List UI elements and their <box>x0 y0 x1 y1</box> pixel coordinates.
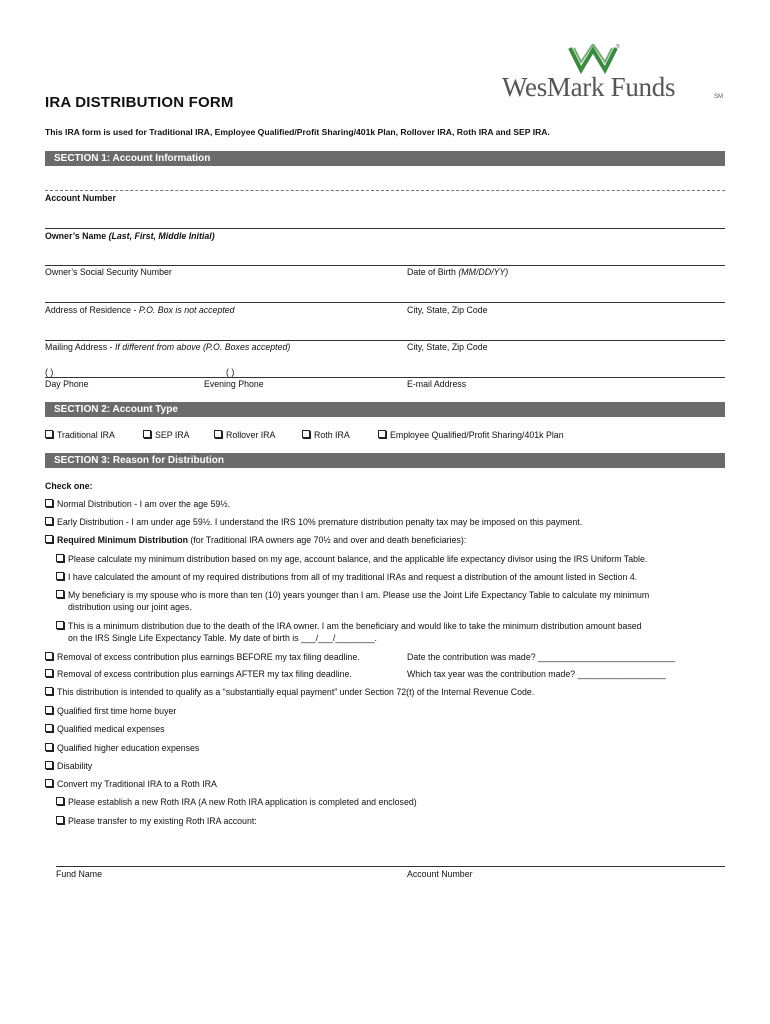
mailing-city-state-zip-label: City, State, Zip Code <box>407 342 488 352</box>
section-1-header: SECTION 1: Account Information <box>45 151 725 166</box>
checkbox[interactable] <box>56 621 64 629</box>
form-title: IRA DISTRIBUTION FORM <box>45 94 234 111</box>
rmd-option-death-of-owner-cont: on the IRS Single Life Expectancy Table. My date of birth is ___/___/________. <box>68 633 377 643</box>
wesmark-logo <box>500 44 730 104</box>
fund-account-line[interactable] <box>56 866 725 867</box>
reason-first-time-home-buyer[interactable]: Qualified first time home buyer <box>45 706 176 716</box>
checkbox[interactable] <box>214 430 222 438</box>
checkbox[interactable] <box>143 430 151 438</box>
email-label: E-mail Address <box>407 379 467 389</box>
check-one-label: Check one: <box>45 481 93 491</box>
fund-name-label: Fund Name <box>56 869 102 879</box>
owner-name-label: Owner’s Name (Last, First, Middle Initial) <box>45 231 215 241</box>
checkbox[interactable] <box>45 779 53 787</box>
checkbox[interactable] <box>45 517 53 525</box>
account-type-traditional[interactable]: Traditional IRA <box>45 430 115 440</box>
account-number-label: Account Number <box>45 193 116 203</box>
account-type-employee-qualified[interactable]: Employee Qualified/Profit Sharing/401k Plan <box>378 430 564 440</box>
checkbox[interactable] <box>45 724 53 732</box>
checkbox[interactable] <box>45 687 53 695</box>
reason-required-minimum-distribution[interactable]: Required Minimum Distribution (for Traditional IRA owners age 70½ and over and death beneficiaries): <box>45 535 466 545</box>
checkbox[interactable] <box>56 554 64 562</box>
checkbox[interactable] <box>45 499 53 507</box>
rmd-option-calculate[interactable]: Please calculate my minimum distribution based on my age, account balance, and the applicable life expectancy divisor using the IRS Uniform Table. <box>56 554 647 564</box>
evening-phone-area-code: ( ) <box>226 367 235 377</box>
checkbox[interactable] <box>45 652 53 660</box>
checkbox[interactable] <box>45 669 53 677</box>
checkbox[interactable] <box>45 743 53 751</box>
checkbox[interactable] <box>378 430 386 438</box>
account-type-sep[interactable]: SEP IRA <box>143 430 190 440</box>
checkbox[interactable] <box>45 430 53 438</box>
reason-substantially-equal-payment[interactable]: This distribution is intended to qualify as a “substantially equal payment” under Section 72(t) of the Internal Revenue Code. <box>45 687 534 697</box>
ssn-dob-line[interactable] <box>45 265 725 266</box>
rmd-option-spouse-beneficiary[interactable]: My beneficiary is my spouse who is more than ten (10) years younger than I am. Please use the Joint Life Expectancy Table to calculate my minimum <box>56 590 649 600</box>
reason-normal-distribution[interactable]: Normal Distribution - I am over the age 59½. <box>45 499 230 509</box>
phone-email-line[interactable] <box>45 377 725 378</box>
account-number-line[interactable] <box>45 190 725 191</box>
day-phone-area-code: ( ) <box>45 367 54 377</box>
owner-name-line[interactable] <box>45 228 725 229</box>
reason-early-distribution[interactable]: Early Distribution - I am under age 59½. I understand the IRS 10% premature distribution penalty tax may be imposed on this payment. <box>45 517 582 527</box>
roth-conversion-new-account[interactable]: Please establish a new Roth IRA (A new Roth IRA application is completed and enclosed) <box>56 797 417 807</box>
checkbox[interactable] <box>45 761 53 769</box>
checkbox[interactable] <box>302 430 310 438</box>
rmd-option-death-of-owner[interactable]: This is a minimum distribution due to the death of the IRA owner. I am the beneficiary and would like to take the minimum distribution amount based <box>56 621 642 631</box>
roth-account-number-label: Account Number <box>407 869 473 879</box>
day-phone-label: Day Phone <box>45 379 89 389</box>
checkbox[interactable] <box>56 797 64 805</box>
checkbox[interactable] <box>56 590 64 598</box>
account-type-rollover[interactable]: Rollover IRA <box>214 430 275 440</box>
reason-excess-after-deadline[interactable]: Removal of excess contribution plus earnings AFTER my tax filing deadline. <box>45 669 352 679</box>
logo-wordmark: WesMark Funds <box>502 72 676 102</box>
mailing-address-line[interactable] <box>45 340 725 341</box>
account-type-roth[interactable]: Roth IRA <box>302 430 350 440</box>
section-3-header: SECTION 3: Reason for Distribution <box>45 453 725 468</box>
form-intro: This IRA form is used for Traditional IRA, Employee Qualified/Profit Sharing/401k Plan, Rollover IRA, Roth IRA and SEP IRA. <box>45 127 550 137</box>
logo-registered-mark: ® <box>616 44 620 50</box>
checkbox[interactable] <box>45 535 53 543</box>
dob-label: Date of Birth (MM/DD/YY) <box>407 267 509 277</box>
rmd-option-spouse-beneficiary-cont: distribution using our joint ages. <box>68 602 192 612</box>
reason-roth-conversion[interactable]: Convert my Traditional IRA to a Roth IRA <box>45 779 217 789</box>
address-line[interactable] <box>45 302 725 303</box>
section-2-header: SECTION 2: Account Type <box>45 402 725 417</box>
rmd-option-self-calculated[interactable]: I have calculated the amount of my required distributions from all of my traditional IRAs and request a distribution of the amount listed in Section 4. <box>56 572 637 582</box>
city-state-zip-label: City, State, Zip Code <box>407 305 488 315</box>
ssn-label: Owner’s Social Security Number <box>45 267 172 277</box>
evening-phone-label: Evening Phone <box>204 379 264 389</box>
contribution-date-field[interactable]: Date the contribution was made? ____________________________ <box>407 652 676 662</box>
checkbox[interactable] <box>56 816 64 824</box>
address-label: Address of Residence - P.O. Box is not accepted <box>45 305 235 315</box>
contribution-tax-year-field[interactable]: Which tax year was the contribution made? __________________ <box>407 669 666 679</box>
mailing-address-label: Mailing Address - If different from above (P.O. Boxes accepted) <box>45 342 291 352</box>
reason-disability[interactable]: Disability <box>45 761 92 771</box>
reason-medical-expenses[interactable]: Qualified medical expenses <box>45 724 165 734</box>
roth-conversion-existing-account[interactable]: Please transfer to my existing Roth IRA account: <box>56 816 257 826</box>
checkbox[interactable] <box>45 706 53 714</box>
logo-servicemark: SM <box>714 94 723 100</box>
reason-higher-education[interactable]: Qualified higher education expenses <box>45 743 199 753</box>
reason-excess-before-deadline[interactable]: Removal of excess contribution plus earnings BEFORE my tax filing deadline. <box>45 652 360 662</box>
checkbox[interactable] <box>56 572 64 580</box>
